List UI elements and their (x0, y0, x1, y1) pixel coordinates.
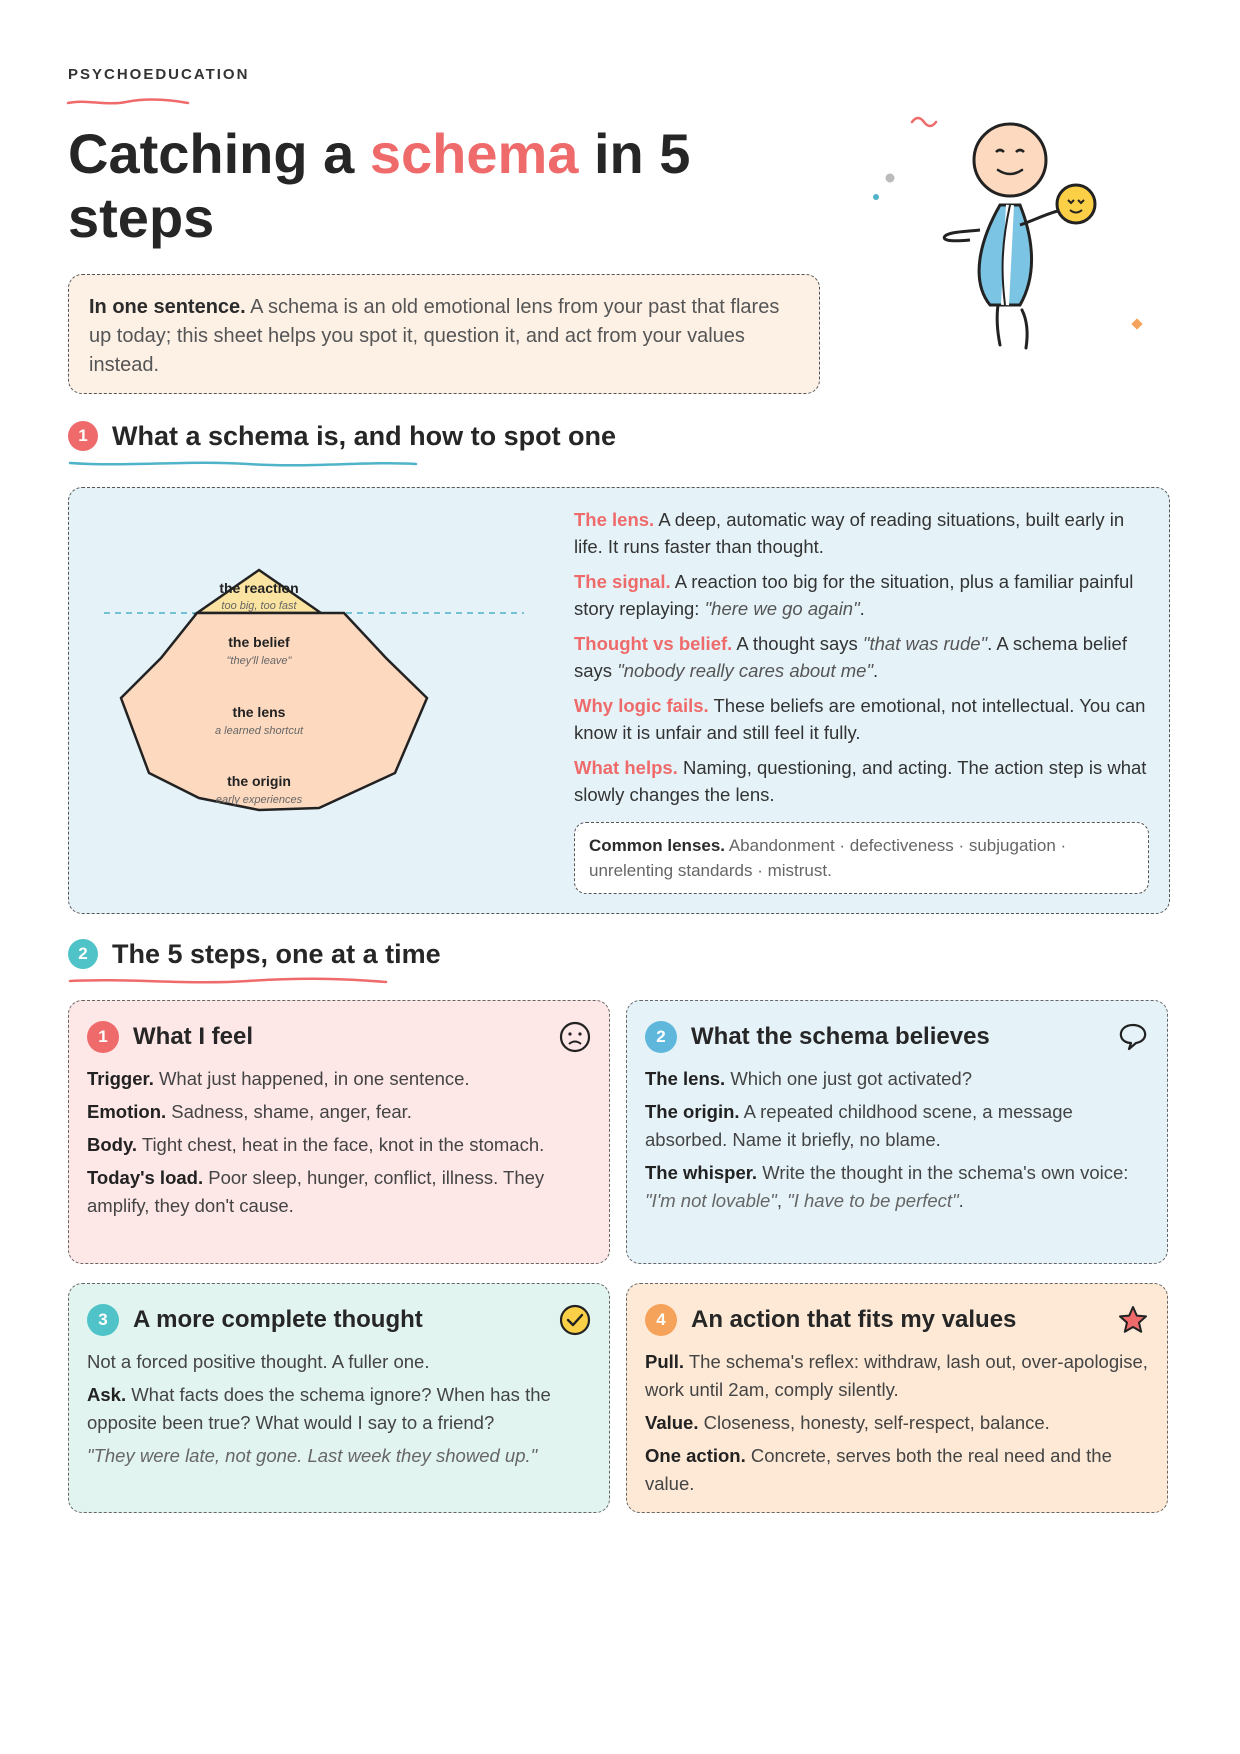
star-icon (1117, 1304, 1149, 1336)
section-title: The 5 steps, one at a time (112, 938, 441, 969)
step-row: Ask. What facts does the schema ignore? When has the opposite been true? What would I say to a friend? (87, 1384, 551, 1433)
step-title: What the schema believes (691, 1023, 990, 1050)
iceberg-layer-sub: "they'll leave" (226, 655, 292, 667)
iceberg-layer-title: the reaction (219, 580, 299, 596)
eyebrow-underline (66, 97, 190, 107)
schema-points-list (574, 506, 1154, 816)
step-card-schema-believes (626, 1000, 1168, 1264)
section-2-underline (68, 976, 388, 986)
summary-text: A schema is an old emotional lens from your past that flares up today; this sheet helps you spot it, question it, and act from your values instead. (89, 296, 780, 376)
summary-box (68, 274, 820, 394)
stick-figure-illustration (830, 100, 1170, 360)
iceberg-layer-sub: early experiences (215, 794, 303, 806)
step-row: "They were late, not gone. Last week they showed up." (87, 1445, 538, 1466)
step-card-feel (68, 1000, 610, 1264)
point-item: Why logic fails. These beliefs are emotional, not intellectual. You can know it is unfair and still feel it fully. (574, 695, 1146, 743)
squiggle-icon (912, 118, 936, 126)
iceberg-layer-sub: too big, too fast (221, 600, 297, 612)
step-row: The whisper. Write the thought in the schema's own voice: "I'm not lovable", "I have to be perfect". (645, 1162, 1129, 1211)
step-number-badge: 3 (87, 1304, 119, 1336)
step-number-badge: 1 (87, 1021, 119, 1053)
iceberg-layer-sub: a learned shortcut (214, 725, 304, 737)
eyebrow-label: PSYCHOEDUCATION (68, 66, 250, 83)
iceberg-layer-title: the origin (227, 773, 291, 789)
speech-bubble-icon (1117, 1021, 1149, 1053)
point-item: What helps. Naming, questioning, and acting. The action step is what slowly changes the lens. (574, 757, 1147, 805)
step-row: Not a forced positive thought. A fuller one. (87, 1351, 430, 1372)
point-item: Thought vs belief. A thought says "that was rude". A schema belief says "nobody really cares about me". (574, 633, 1127, 681)
iceberg-diagram (99, 548, 529, 848)
section-1-underline (68, 458, 418, 468)
section-number-badge: 2 (68, 939, 98, 969)
step-card-complete-thought (68, 1283, 610, 1513)
step-row: One action. Concrete, serves both the real need and the value. (645, 1445, 1112, 1494)
page-title: Catching a schema in 5 steps (68, 122, 691, 249)
point-item: The signal. A reaction too big for the situation, plus a familiar painful story replaying: "here we go again". (574, 571, 1134, 619)
section-number-badge: 1 (68, 421, 98, 451)
step-title: An action that fits my values (691, 1306, 1017, 1333)
section-title: What a schema is, and how to spot one (112, 420, 617, 451)
smiley-ball-icon (1057, 185, 1095, 223)
diamond-icon (1131, 318, 1142, 329)
step-number-badge: 4 (645, 1304, 677, 1336)
step-row: Pull. The schema's reflex: withdraw, lash out, over-apologise, work until 2am, comply silently. (645, 1351, 1148, 1400)
schema-explainer-panel (68, 487, 1170, 914)
step-row: The origin. A repeated childhood scene, a message absorbed. Name it briefly, no blame. (645, 1101, 1073, 1150)
summary-lead: In one sentence. (89, 296, 246, 318)
step-row: Emotion. Sadness, shame, anger, fear. (87, 1101, 412, 1122)
section-1-heading (68, 416, 616, 456)
sad-face-icon (559, 1021, 591, 1053)
step-title: A more complete thought (133, 1306, 423, 1333)
step-row: Trigger. What just happened, in one sentence. (87, 1068, 470, 1089)
step-card-action (626, 1283, 1168, 1513)
dot-icon (886, 174, 895, 183)
dot-icon (873, 194, 879, 200)
step-row: The lens. Which one just got activated? (645, 1068, 973, 1089)
iceberg-layer-title: the belief (228, 634, 290, 650)
step-row: Today's load. Poor sleep, hunger, conflict, illness. They amplify, they don't cause. (87, 1167, 545, 1216)
section-2-heading (68, 934, 441, 974)
step-number-badge: 2 (645, 1021, 677, 1053)
point-item: The lens. A deep, automatic way of reading situations, built early in life. It runs faster than thought. (574, 509, 1125, 557)
step-title: What I feel (133, 1023, 254, 1050)
common-lenses-box: Common lenses. Abandonment · defectiveness · subjugation · unrelenting standards · mistrust. (574, 822, 1149, 894)
iceberg-layer-title: the lens (232, 704, 286, 720)
step-row: Body. Tight chest, heat in the face, knot in the stomach. (87, 1134, 545, 1155)
title-highlight: schema (369, 122, 579, 185)
check-circle-icon (559, 1304, 591, 1336)
step-row: Value. Closeness, honesty, self-respect, balance. (645, 1412, 1050, 1433)
